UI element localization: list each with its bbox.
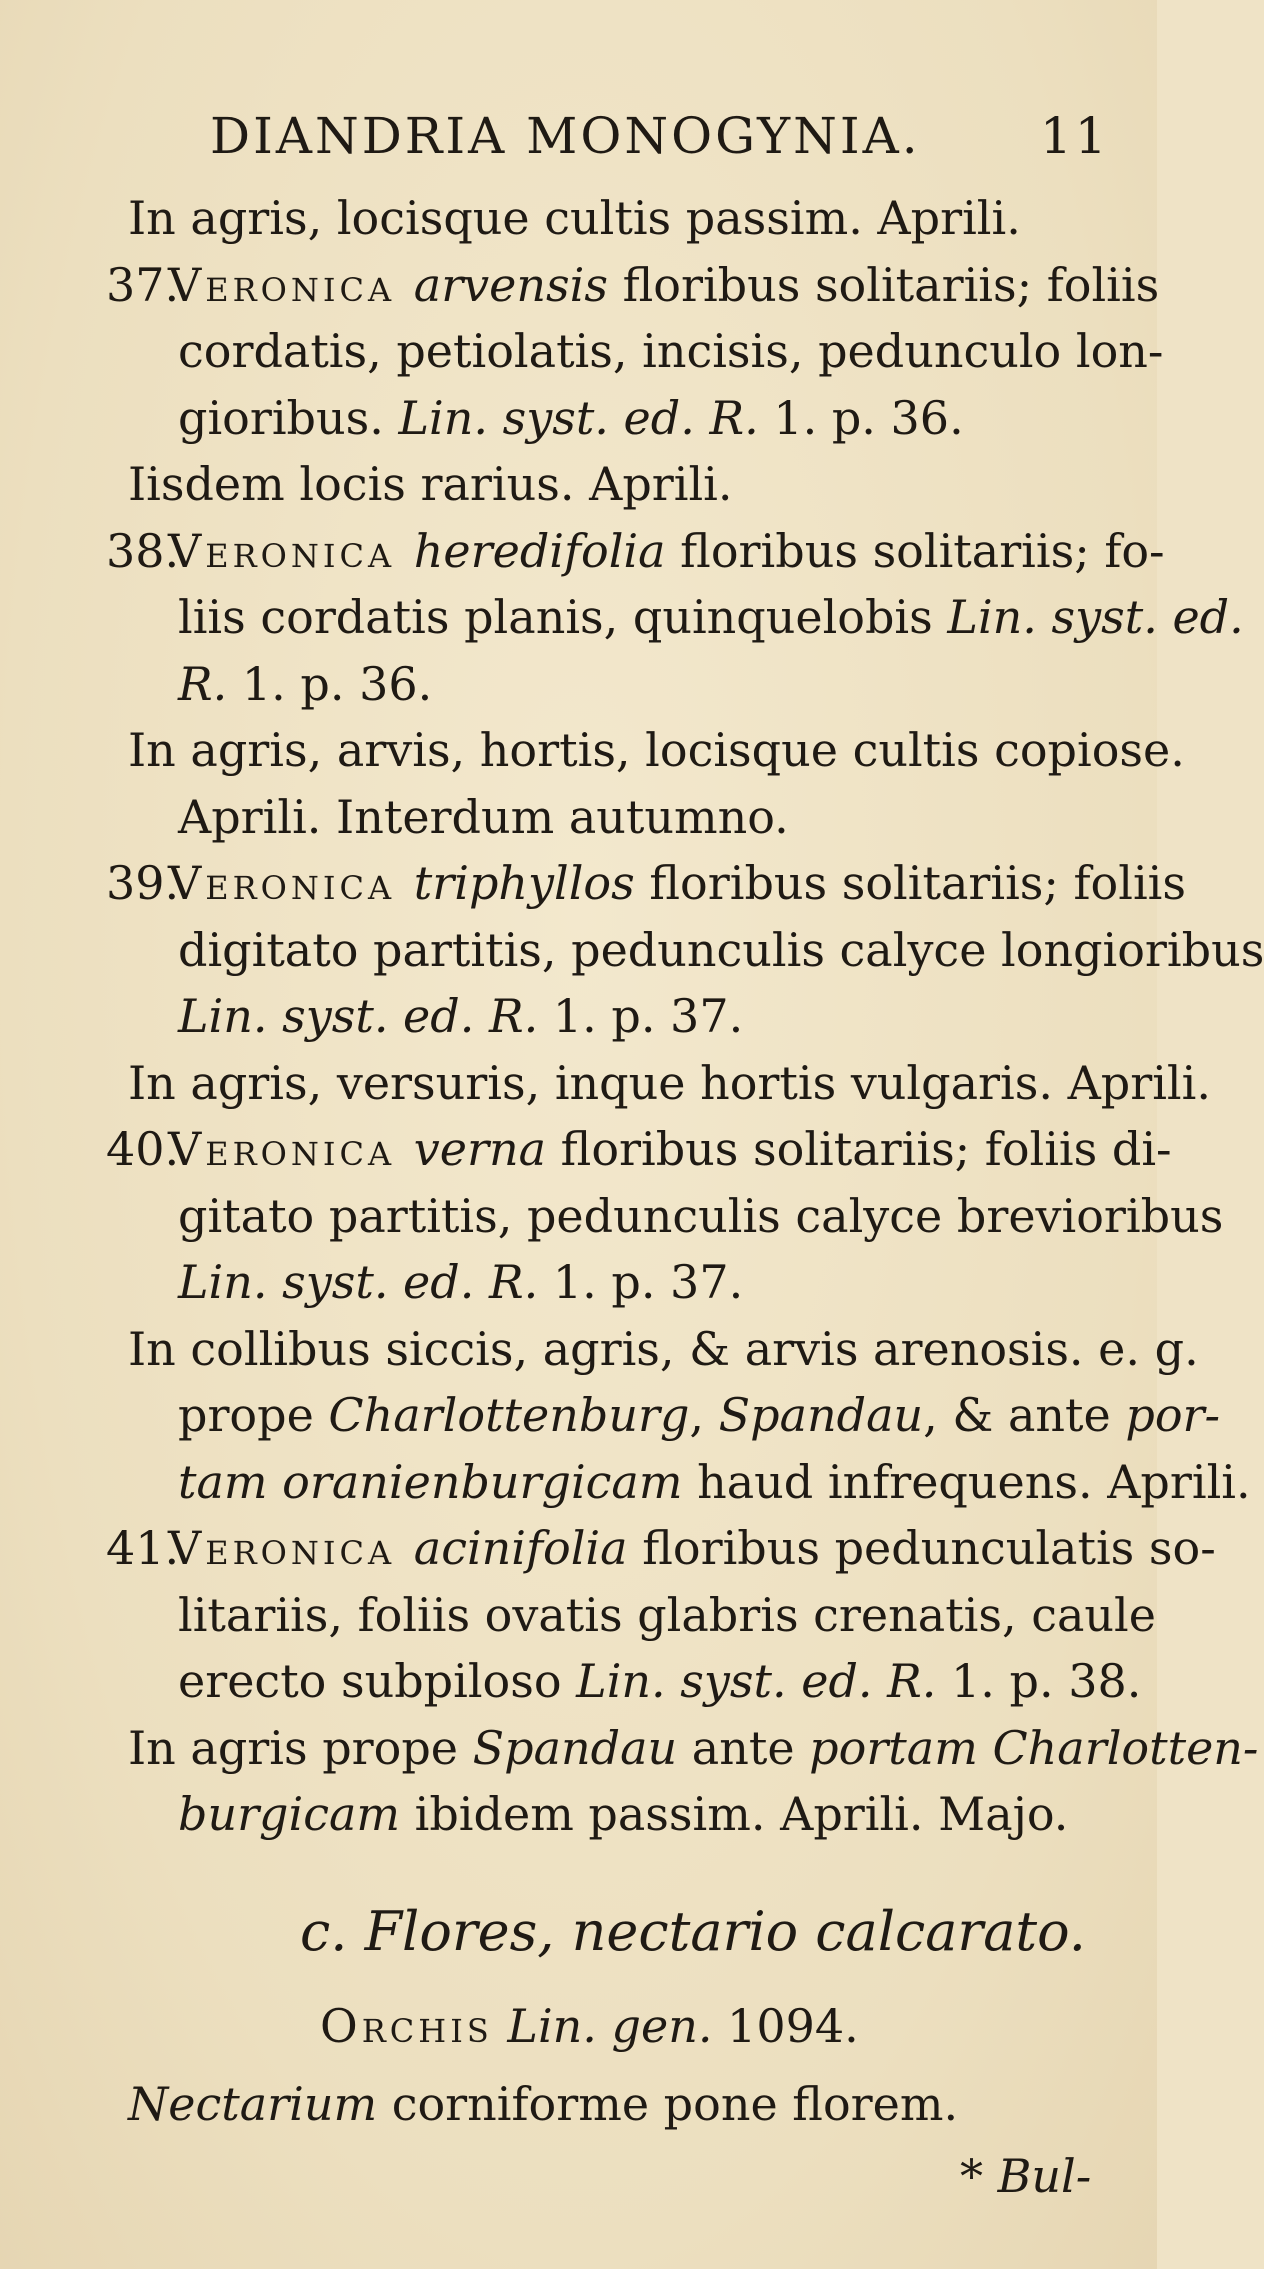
text-line [178,589,1244,645]
text-line [128,1720,1258,1776]
italic-text: tam oranienburgicam [178,1454,683,1509]
italic-text: burgicam [178,1787,401,1841]
entry-number: 40. [106,1122,180,1176]
text-run: gitato partitis, pedunculis calyce brevioribus [178,1188,1224,1243]
genus-heading [320,1998,859,2054]
text-run: In agris, arvis, hortis, locisque cultis copiose. [128,723,1185,777]
text-line [178,1653,1141,1709]
text-line [178,1254,743,1310]
text-line [178,1188,1223,1244]
genus-note [128,2076,958,2132]
page-number: 11 [1040,107,1110,165]
entry-number: 41. [106,1521,180,1575]
text-run: floribus solitariis; foliis di- [546,1122,1172,1176]
species-genus: Veronica [168,856,414,910]
text-run: 1. p. 37. [538,989,744,1043]
species-genus: Veronica [168,257,414,312]
text-line [128,456,733,512]
note-text: corniforme pone florem. [377,2077,959,2131]
text-run: erecto subpiloso [178,1654,577,1708]
text-run: Iisdem locis rarius. Aprili. [128,457,733,511]
running-header: DIANDRIA MONOGYNIA. [210,107,921,165]
text-run: gioribus. [178,390,399,445]
italic-text: triphyllos [413,856,635,910]
text-run: floribus solitariis; foliis [607,257,1160,312]
text-run: 1. p. 36. [758,390,964,445]
text-run: 1. p. 36. [227,656,433,711]
catchword: * Bul- [960,2149,1092,2203]
text-line [178,1454,1251,1510]
text-line [178,323,1163,379]
text-run: , [689,1388,719,1442]
text-line [178,1387,1220,1443]
italic-text: Lin. syst. ed. R. [576,1654,937,1708]
italic-text: portam Charlotten- [809,1720,1259,1775]
entry-line [106,1520,1216,1576]
text-run: In agris prope [128,1720,473,1775]
text-run: floribus solitariis; foliis [634,856,1186,910]
section-heading [300,1900,1086,1963]
italic-text: Spandau [718,1388,924,1442]
note-term: Nectarium [128,2077,378,2131]
italic-text: R. [178,656,228,711]
italic-text: arvensis [413,257,608,312]
text-line [178,656,432,712]
text-line [178,922,1264,978]
text-run: In collibus siccis, agris, & arvis arenosis. e. g. [128,1321,1199,1376]
italic-text: Charlottenburg [328,1388,690,1442]
text-run: floribus solitariis; fo- [665,523,1165,578]
text-run: liis cordatis planis, quinquelobis [178,590,948,644]
text-run: In agris, versuris, inque hortis vulgaris. Aprili. [128,1055,1211,1110]
species-genus: Veronica [168,1122,414,1176]
entry-line [106,1121,1172,1177]
text-run: litariis, foliis ovatis glabris crenatis, caule [178,1587,1156,1642]
italic-text: heredifolia [413,523,666,578]
text-run: ibidem passim. Aprili. Majo. [400,1787,1069,1841]
section-title: Flores, nectario calcarato. [364,1900,1086,1963]
section-label: c. [300,1900,365,1963]
text-run: haud infrequens. Aprili. [682,1454,1251,1509]
species-genus: Veronica [168,523,414,578]
text-line [128,1321,1199,1377]
genus-ref-number: 1094. [712,1999,859,2053]
text-run: prope [178,1388,329,1442]
text-run: 1. p. 38. [936,1654,1142,1708]
entry-number: 39. [106,856,180,910]
text-line [128,190,1021,246]
genus-name: Orchis [320,1999,493,2053]
entry-number: 38. [106,523,180,578]
italic-text: Spandau [472,1720,678,1775]
text-run: In agris, locisque cultis passim. Aprili. [128,191,1021,245]
text-line [178,1786,1068,1842]
text-run: , & ante [923,1388,1126,1442]
italic-text: Lin. syst. ed. R. [398,390,759,445]
text-run: floribus pedunculatis so- [627,1521,1216,1575]
entry-number: 37. [106,257,180,312]
text-run: 1. p. 37. [538,1255,744,1309]
italic-text: acinifolia [413,1521,628,1575]
entry-line [106,855,1186,911]
italic-text: verna [413,1122,547,1176]
italic-text: Lin. syst. ed. [947,590,1244,644]
text-line [178,390,964,446]
text-line [128,722,1185,778]
text-line [128,1055,1211,1111]
text-line [178,988,743,1044]
species-genus: Veronica [168,1521,414,1575]
genus-ref: Lin. gen. [507,1999,713,2053]
text-run: cordatis, petiolatis, incisis, pedunculo lon- [178,324,1164,378]
text-line [178,789,789,845]
italic-text: Lin. syst. ed. R. [178,989,539,1043]
text-run: Aprili. Interdum autumno. [178,789,789,844]
entry-line [106,523,1165,579]
italic-text: Lin. syst. ed. R. [178,1255,539,1309]
text-run: digitato partitis, pedunculis calyce longioribus [178,922,1264,977]
italic-text: por- [1125,1388,1221,1442]
text-line [178,1587,1156,1643]
entry-line [106,257,1160,313]
text-run: ante [677,1720,810,1775]
